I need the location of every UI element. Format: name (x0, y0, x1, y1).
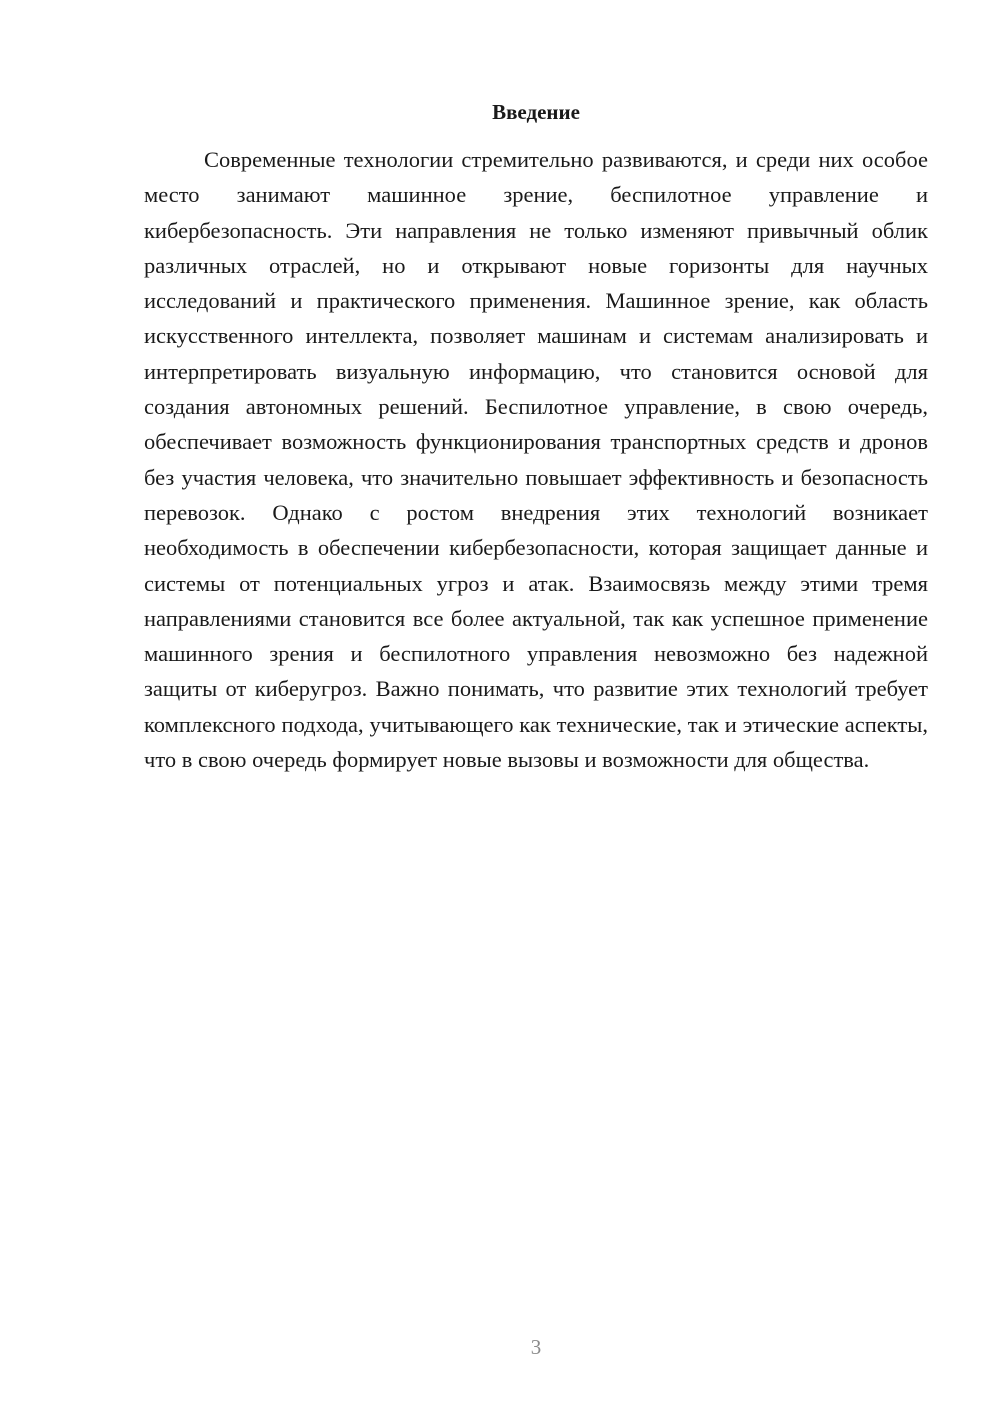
section-heading: Введение (492, 100, 580, 124)
page-number: 3 (530, 1335, 542, 1359)
body-paragraph: Современные технологии стремительно развиваются, и среди них особое место занимают машинное зрение, беспилотное управление и кибербезопасность. Эти направления не только изменяют привычный облик различных отраслей, но и открывают новые горизонты для научных исследований и практического применения. Машинное зрение, как область искусственного интеллекта, позволяет машинам и системам анализировать и интерпретировать визуальную информацию, что становится основой для создания автономных решений. Беспилотное управление, в свою очередь, обеспечивает возможность функционирования транспортных средств и дронов без участия человека, что значительно повышает эффективность и безопасность перевозок. Однако с ростом внедрения этих технологий возникает необходимость в обеспечении кибербезопасности, которая защищает данные и системы от потенциальных угроз и атак. Взаимосвязь между этими тремя направлениями становится все более актуальной, так как успешное применение машинного зрения и беспилотного управления невозможно без надежной защиты от киберугроз. Важно понимать, что развитие этих технологий требует комплексного подхода, учитывающего как технические, так и этические аспекты, что в свою очередь формирует новые вызовы и возможности для общества. (144, 147, 928, 773)
